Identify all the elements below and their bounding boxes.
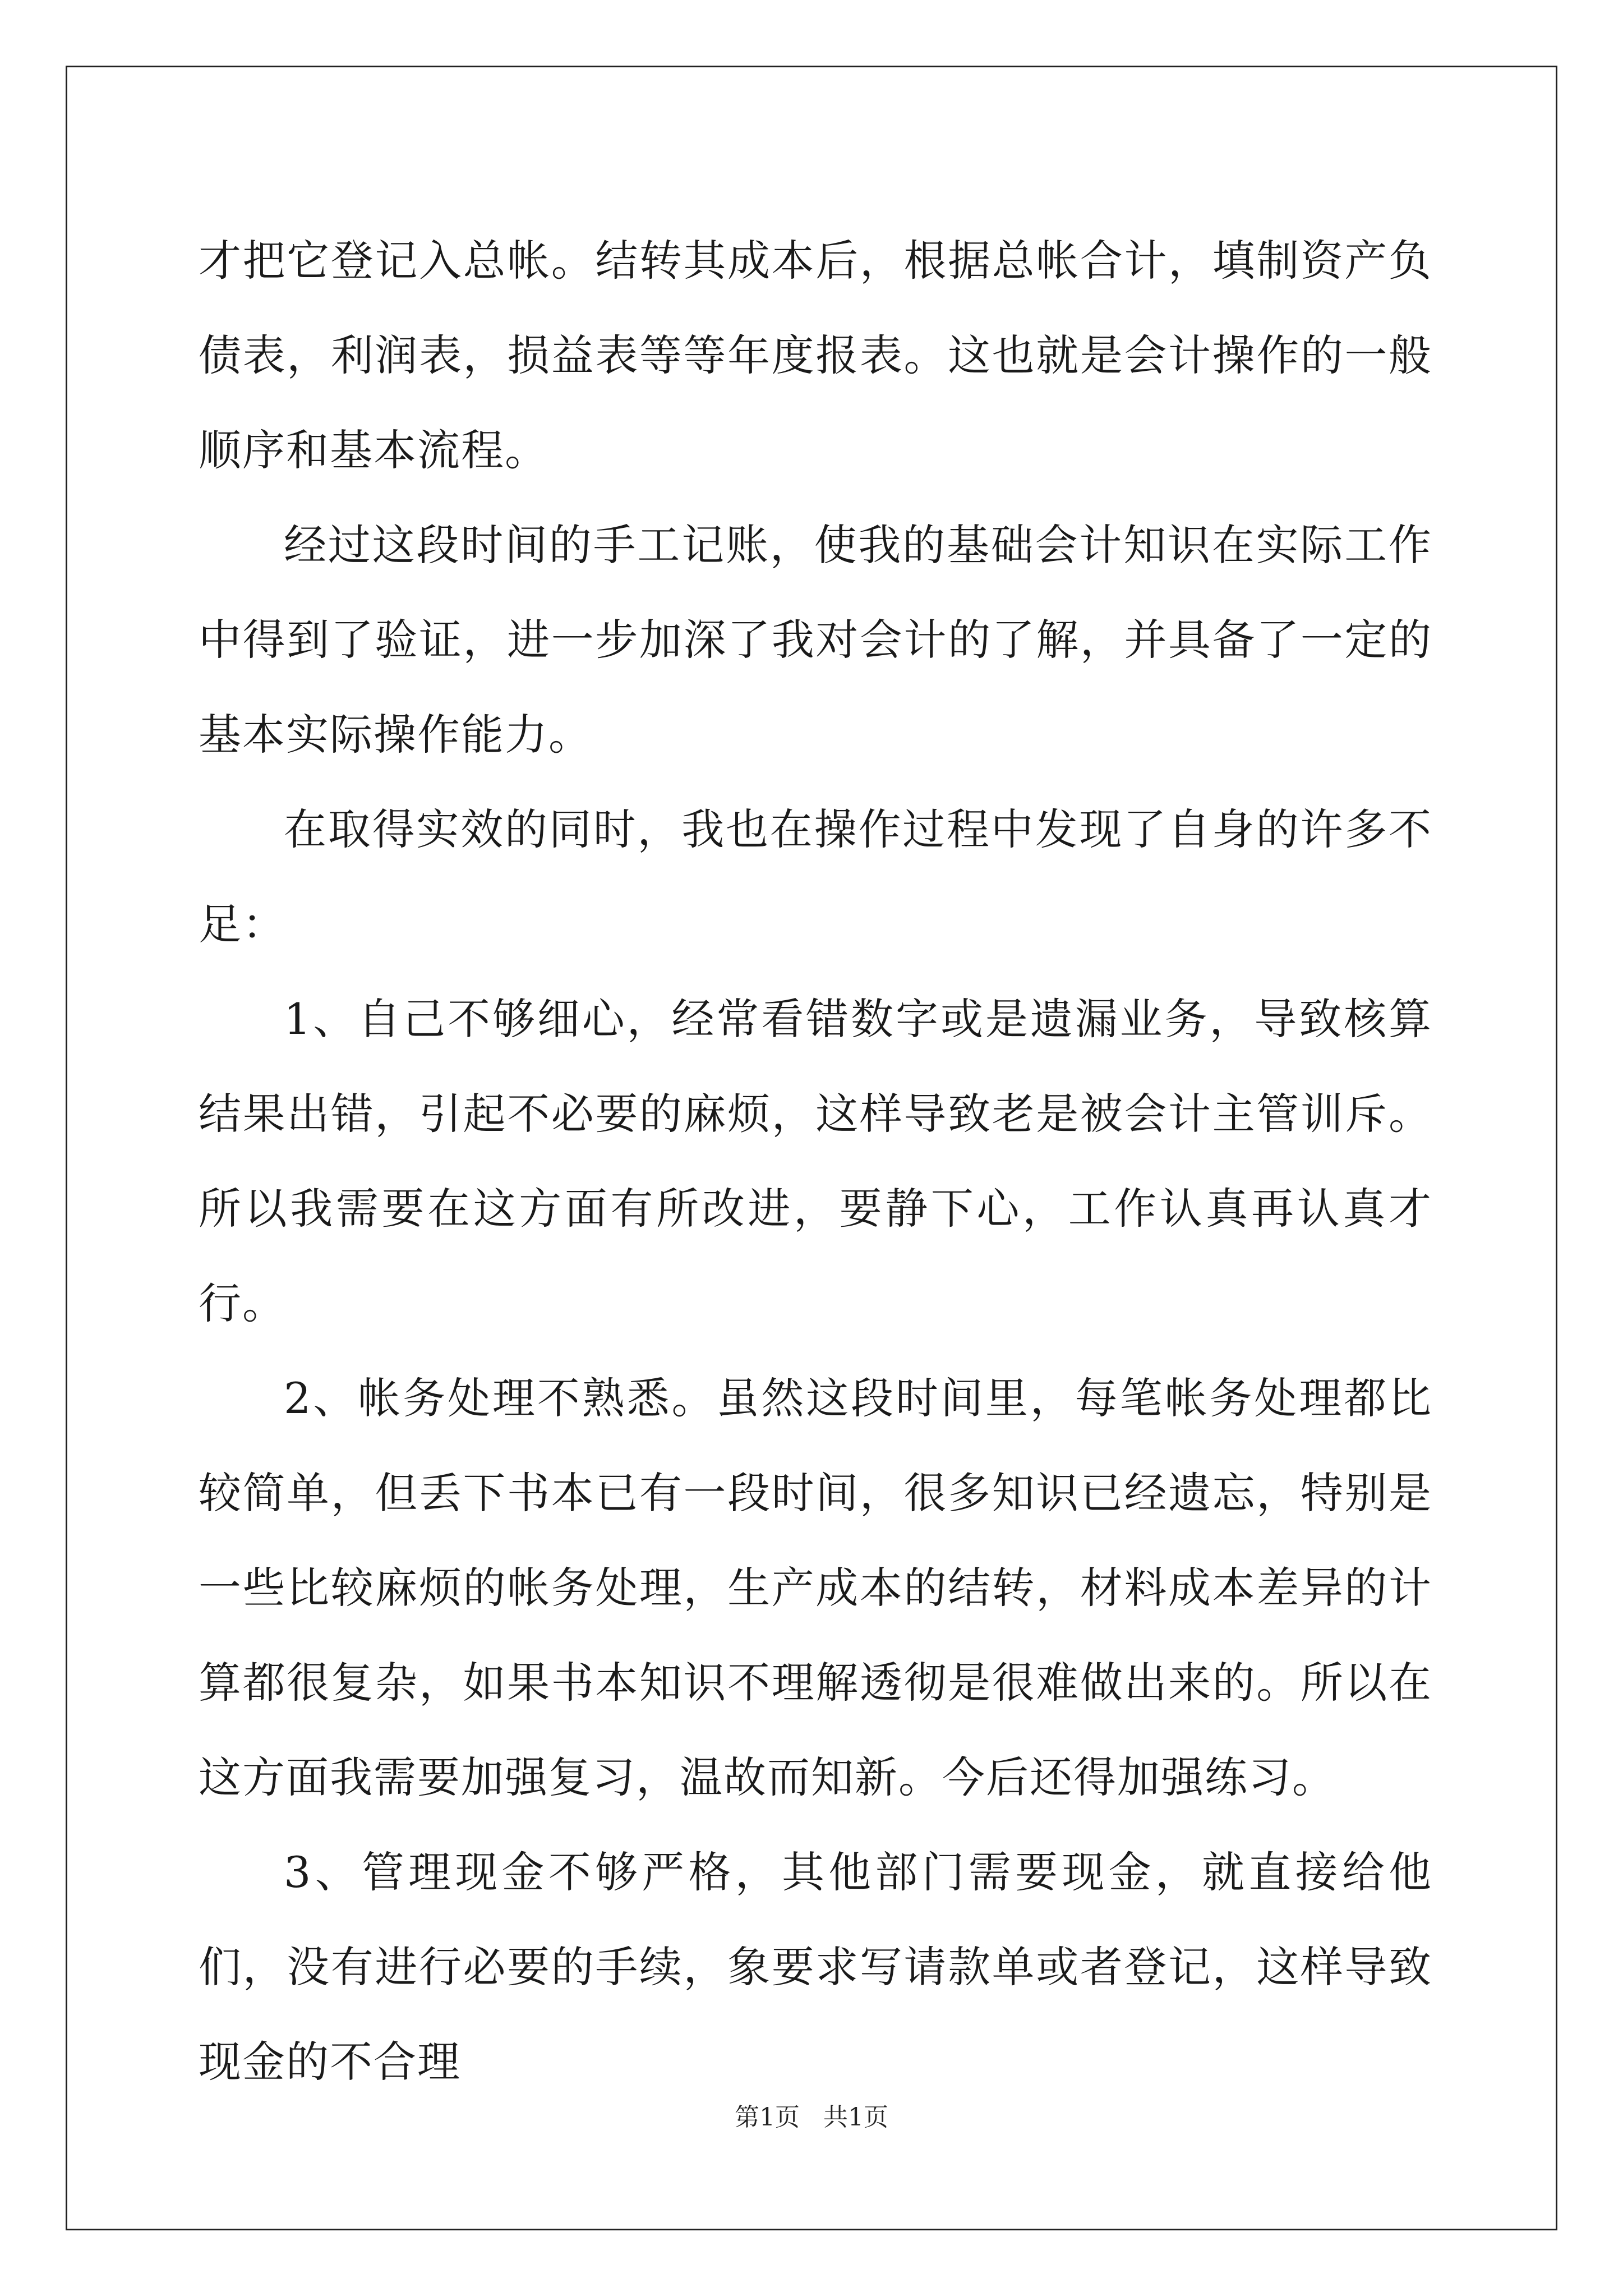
paragraph-6: 3、管理现金不够严格，其他部门需要现金，就直接给他们，没有进行必要的手续，象要求写请款单或者登记，这样导致现金的不合理 — [199, 1847, 1432, 2087]
paragraph-2: 经过这段时间的手工记账，使我的基础会计知识在实际工作中得到了验证，进一步加深了我对会计的了解，并具备了一定的基本实际操作能力。 — [199, 520, 1432, 760]
document-body — [199, 213, 1432, 2109]
paragraph-3: 在取得实效的同时，我也在操作过程中发现了自身的许多不足： — [199, 804, 1432, 949]
paragraph-1: 才把它登记入总帐。结转其成本后，根据总帐合计，填制资产负债表，利润表，损益表等等年度报表。这也就是会计操作的一般顺序和基本流程。 — [199, 236, 1432, 475]
page-footer — [0, 2097, 1623, 2133]
paragraph-5: 2、帐务处理不熟悉。虽然这段时间里，每笔帐务处理都比较简单，但丢下书本已有一段时间，很多知识已经遗忘，特别是一些比较麻烦的帐务处理，生产成本的结转，材料成本差异的计算都很复杂，如果书本知识不理解透彻是很难做出来的。所以在这方面我需要加强复习，温故而知新。今后还得加强练习。 — [199, 1373, 1432, 1802]
paragraph-4: 1、自己不够细心，经常看错数字或是遗漏业务，导致核算结果出错，引起不必要的麻烦，这样导致老是被会计主管训斥。所以我需要在这方面有所改进，要静下心，工作认真再认真才行。 — [199, 994, 1432, 1328]
page-number-total: 共1页 — [823, 2103, 888, 2132]
page-number-current: 第1页 — [735, 2103, 800, 2132]
